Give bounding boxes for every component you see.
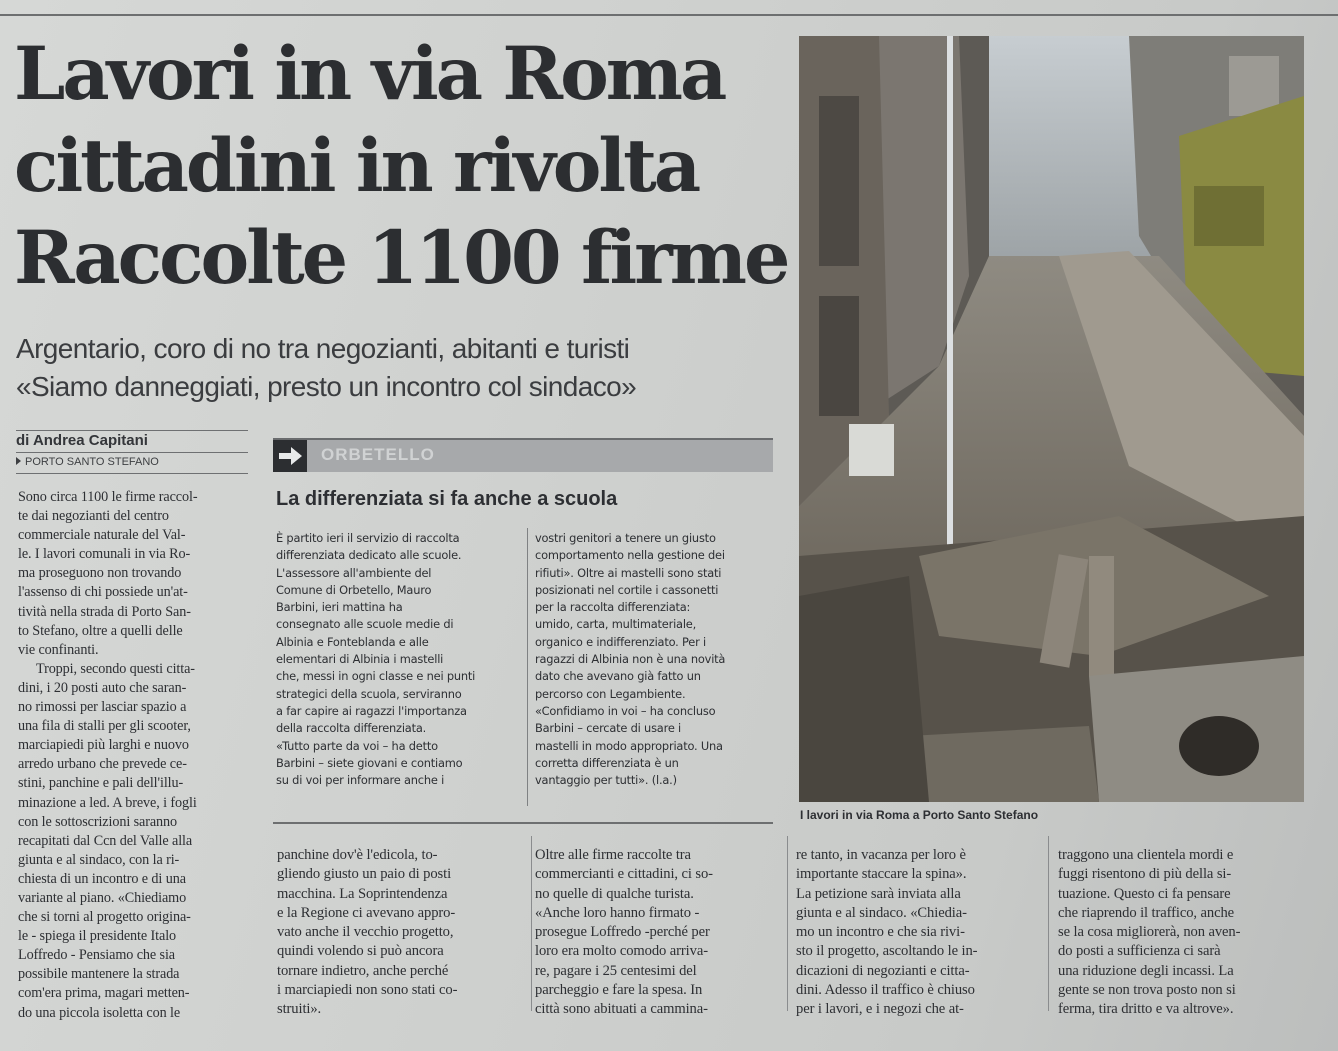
article-line: se la cosa migliorerà, non aven- (1058, 924, 1241, 941)
article-paragraph-2 (18, 660, 248, 1023)
article-line: Loffredo - Pensiamo che sia (18, 947, 175, 964)
article-paragraph-1 (18, 488, 248, 660)
sidebar-line: «Confidiamo in voi – ha concluso (535, 703, 716, 718)
sidebar-line: «Tutto parte da voi – ha detto (276, 738, 438, 753)
sidebar-line: percorso con Legambiente. (535, 686, 686, 701)
article-line: gliendo giusto un paio di posti (277, 866, 452, 883)
headline-line: Raccolte 1100 firme (14, 215, 788, 301)
article-line: commercianti e cittadini, ci so- (535, 866, 713, 883)
sidebar-line: mastelli in modo appropriato. Una (535, 738, 723, 753)
article-line: una riduzione degli incassi. La (1058, 962, 1234, 979)
article-line: dini, i 20 posti auto che saran- (18, 679, 187, 696)
sidebar-line: corretta differenziata è un (535, 755, 679, 770)
sidebar-column-right (535, 530, 775, 789)
sidebar-line: L'assessore all'ambiente del (276, 565, 432, 580)
arrow-right-icon (273, 440, 307, 472)
sidebar-column-left (276, 530, 524, 789)
sidebar-line: dato che avevano già fatto un (535, 669, 701, 684)
article-line: vie confinanti. (18, 641, 99, 658)
article-line: «Anche loro hanno firmato - (535, 904, 700, 921)
article-line: com'era prima, magari metten- (18, 985, 190, 1002)
headline (14, 28, 788, 304)
sidebar-line: rifiuti». Oltre ai mastelli sono stati (535, 565, 722, 580)
article-line: parcheggio e fare la spesa. In (535, 982, 703, 999)
sidebar-section-bar (273, 438, 773, 472)
headline-line: cittadini in rivolta (14, 123, 699, 209)
article-line: recapitati dal Ccn del Valle alla (18, 832, 193, 849)
article-line: mo un incontro e che sia rivi- (796, 924, 965, 941)
article-line: fuggi risentono di più della si- (1058, 866, 1232, 883)
article-line: importante staccare la spina». (796, 866, 967, 883)
article-line: re tanto, in vacanza per loro è (796, 847, 966, 863)
sidebar-bottom-rule (273, 822, 773, 824)
article-column-5 (1058, 846, 1303, 1020)
article-line: ferma, tira dritto e va altrove». (1058, 1001, 1234, 1018)
article-line: possibile mantenere la strada (18, 966, 180, 983)
article-line: no rimossi per lasciar spazio a (18, 699, 187, 716)
article-line: minazione a led. A breve, i fogli (18, 794, 197, 811)
sidebar-line: Barbini – cercate di usare i (535, 721, 682, 736)
sidebar-line: della raccolta differenziata. (276, 721, 427, 736)
headline-line: Lavori in via Roma (14, 31, 725, 117)
article-line: le. I lavori comunali in via Ro- (18, 546, 191, 563)
article-line: te dai negozianti del centro (18, 508, 169, 525)
sidebar-line: che, messi in ogni classe e nei punti (276, 669, 476, 684)
article-line: ma proseguono non trovando (18, 565, 182, 582)
article-line: i marciapiedi non sono stati co- (277, 982, 458, 999)
sidebar-line: organico e indifferenziato. Per i (535, 634, 706, 649)
article-line: chiesta di un incontro e di una (18, 870, 186, 887)
dateline (16, 456, 159, 468)
subhead-line: «Siamo danneggiati, presto un incontro col sindaco» (16, 371, 637, 402)
sidebar-line: Comune di Orbetello, Mauro (276, 582, 432, 597)
sidebar-line: posizionati nel cortile i cassonetti (535, 582, 719, 597)
article-line: Oltre alle firme raccolte tra (535, 847, 691, 863)
article-column-3 (535, 846, 785, 1020)
sidebar-line: vantaggio per tutti». (l.a.) (535, 773, 677, 788)
article-line: to Stefano, oltre a quelli delle (18, 622, 183, 639)
article-line: e la Regione ci avevano appro- (277, 904, 456, 921)
sidebar-line: strategici della scuola, serviranno (276, 686, 462, 701)
sidebar-title: La differenziata si fa anche a scuola (276, 488, 618, 510)
dateline-marker-icon (16, 457, 21, 465)
sidebar-line: per la raccolta differenziata: (535, 600, 691, 615)
photo-caption: I lavori in via Roma a Porto Santo Stefano (800, 808, 1039, 822)
article-line: stini, panchine e pali dell'illu- (18, 775, 184, 792)
article-line: sto il progetto, ascoltando le in- (796, 943, 978, 960)
article-line: quindi volendo si può ancora (277, 943, 444, 960)
article-line: Troppi, secondo questi citta- (36, 660, 195, 677)
column-divider (531, 836, 532, 1011)
sidebar-line: Albinia e Fonteblanda e alle (276, 634, 429, 649)
article-line: La petizione sarà inviata alla (796, 885, 961, 902)
byline-author: di Andrea Capitani (16, 432, 148, 449)
article-line: che riaprendo il traffico, anche (1058, 904, 1235, 921)
article-line: tuazione. Questo ci fa pensare (1058, 885, 1231, 902)
article-line: traggono una clientela mordi e (1058, 847, 1234, 863)
article-line: dicazioni di negozianti e citta- (796, 962, 970, 979)
top-rule (0, 14, 1338, 16)
sidebar-line: differenziata dedicato alle scuole. (276, 548, 462, 563)
article-line: tività nella strada di Porto San- (18, 603, 191, 620)
article-line: città sono abituati a cammina- (535, 1001, 708, 1018)
article-line: che si torni al progetto origina- (18, 909, 191, 926)
byline-rule (16, 452, 248, 453)
sidebar-section-label: ORBETELLO (321, 445, 435, 464)
article-line: l'assenso di chi possiede un'at- (18, 584, 188, 601)
column-divider (787, 836, 788, 1011)
article-line: re, pagare i 25 centesimi del (535, 962, 697, 979)
article-line: do una piccola isoletta con le (18, 1004, 181, 1021)
article-line: una fila di stalli per gli scooter, (18, 718, 191, 735)
article-line: le - spiega il presidente Italo (18, 928, 177, 945)
subhead-line: Argentario, coro di no tra negozianti, abitanti e turisti (16, 333, 630, 364)
article-line: do posti a sufficienza ci sarà (1058, 943, 1221, 960)
column-divider (1048, 836, 1049, 1011)
article-line: commerciale naturale del Val- (18, 527, 186, 544)
article-line: no quelle di qualche turista. (535, 885, 694, 902)
article-line: Sono circa 1100 le firme raccol- (18, 489, 198, 505)
byline-rule (16, 473, 248, 474)
sidebar-line: consegnato alle scuole medie di (276, 617, 454, 632)
article-line: marciapiedi più larghi e nuovo (18, 737, 189, 754)
article-line: dini. Adesso il traffico è chiuso (796, 982, 975, 999)
street-works-photo (799, 36, 1304, 802)
article-line: con le sottoscrizioni saranno (18, 813, 178, 830)
article-line: variante al piano. «Chiediamo (18, 889, 187, 906)
article-column-4 (796, 846, 1046, 1020)
sidebar-line: umido, carta, multimateriale, (535, 617, 697, 632)
article-line: prosegue Loffredo -perché per (535, 924, 710, 941)
sidebar-line: su di voi per informare anche i (276, 773, 445, 788)
sidebar-line: ragazzi di Albinia non è una novità (535, 652, 726, 667)
sidebar-line: Barbini – siete giovani e contiamo (276, 755, 463, 770)
article-column-2 (277, 846, 527, 1020)
subheadline (16, 330, 786, 406)
byline-rule (16, 430, 248, 431)
article-line: arredo urbano che prevede ce- (18, 756, 187, 773)
sidebar-divider (527, 528, 528, 806)
sidebar-line: a far capire ai ragazzi l'importanza (276, 703, 467, 718)
article-line: gente se non trova posto non si (1058, 982, 1236, 999)
sidebar-line: comportamento nella gestione dei (535, 548, 725, 563)
sidebar-line: È partito ieri il servizio di raccolta (276, 531, 460, 545)
article-line: vato anche il vecchio progetto, (277, 924, 454, 941)
sidebar-line: elementari di Albinia i mastelli (276, 652, 444, 667)
sidebar-line: Barbini, ieri mattina ha (276, 600, 403, 615)
article-line: struiti». (277, 1001, 322, 1018)
sidebar-line: vostri genitori a tenere un giusto (535, 531, 716, 545)
article-line: giunta e al sindaco, con la ri- (18, 851, 180, 868)
article-line: per i lavori, e i negozi che at- (796, 1001, 964, 1018)
article-line: loro era molto comodo arriva- (535, 943, 708, 960)
dateline-place: PORTO SANTO STEFANO (25, 456, 159, 468)
article-line: macchina. La Soprintendenza (277, 885, 448, 902)
article-line: tornare indietro, anche perché (277, 962, 449, 979)
article-line: giunta e al sindaco. «Chiedia- (796, 904, 967, 921)
article-column-1 (18, 488, 248, 1023)
article-line: panchine dov'è l'edicola, to- (277, 847, 438, 863)
